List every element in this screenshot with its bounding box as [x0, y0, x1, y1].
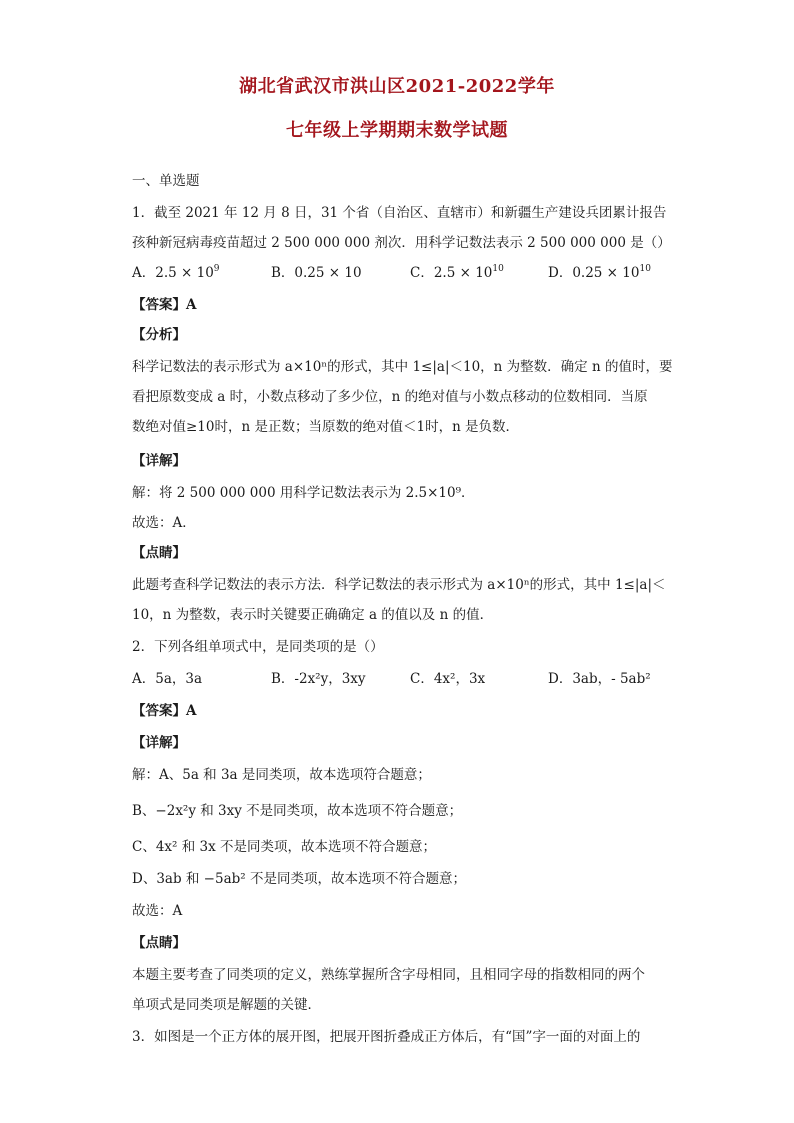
q2-detail-line4: D、3ab 和 −5ab² 不是同类项，故本选项不符合题意；: [132, 871, 466, 887]
q1-analysis-line2: 看把原数变成 a 时，小数点移动了多少位，n 的绝对值与小数点移动的位数相同．当原: [132, 389, 648, 405]
q2-option-b: B．-2x²y，3xy: [271, 671, 366, 687]
q1-comment-tag: 【点睛】: [132, 545, 186, 561]
q2-detail-line2: B、−2x²y 和 3xy 不是同类项，故本选项不符合题意；: [132, 803, 463, 819]
q1-answer: 【答案】A: [132, 297, 197, 313]
q1-detail-line1: 解：将 2 500 000 000 用科学记数法表示为 2.5×10⁹．: [132, 485, 475, 501]
q2-comment-tag: 【点睛】: [132, 935, 186, 951]
q2-detail-line5: 故选：A: [132, 903, 183, 919]
q1-option-d: D．$0.25 \times 10^{10}$: [548, 263, 651, 281]
section-heading: 一、单选题: [132, 173, 200, 189]
q2-detail-line3: C、4x² 和 3x 不是同类项，故本选项不符合题意；: [132, 839, 437, 855]
q2-option-d: D．3ab，- 5ab²: [548, 671, 651, 687]
q1-analysis-line1: 科学记数法的表示形式为 a×10ⁿ的形式，其中 1≤|a|＜10，n 为整数．确定 n 的值时，要: [132, 359, 673, 375]
q1-detail-tag: 【详解】: [132, 453, 186, 469]
q2-comment-line2: 单项式是同类项是解题的关键．: [132, 997, 321, 1013]
q1-option-a: A．$2.5 \times 10^9$: [132, 263, 220, 281]
q3-stem-line1: 3．如图是一个正方体的展开图，把展开图折叠成正方体后，有“国”字一面的对面上的: [132, 1029, 641, 1045]
q2-detail-tag: 【详解】: [132, 735, 186, 751]
q2-stem: 2．下列各组单项式中，是同类项的是（）: [132, 639, 384, 655]
q1-option-c: C．$2.5 \times 10^{10}$: [410, 263, 504, 281]
q1-detail-line2: 故选：A．: [132, 515, 196, 531]
q1-comment-line2: 10，n 为整数，表示时关键要正确确定 a 的值以及 n 的值．: [132, 607, 494, 623]
q1-option-b: B．0.25 × 10: [271, 265, 362, 281]
q2-answer: 【答案】A: [132, 703, 197, 719]
q2-option-a: A．5a，3a: [132, 671, 203, 687]
q1-comment-line1: 此题考查科学记数法的表示方法．科学记数法的表示形式为 a×10ⁿ的形式，其中 1≤|a|＜: [132, 577, 666, 593]
document-title-line1: 湖北省武汉市洪山区2021-2022学年: [239, 76, 555, 97]
q2-comment-line1: 本题主要考查了同类项的定义，熟练掌握所含字母相同，且相同字母的指数相同的两个: [132, 967, 645, 983]
q1-analysis-line3: 数绝对值≥10时，n 是正数；当原数的绝对值＜1时，n 是负数．: [132, 419, 520, 435]
document-title-line2: 七年级上学期期末数学试题: [286, 120, 508, 141]
q2-option-c: C．4x²，3x: [410, 671, 486, 687]
q1-analysis-tag: 【分析】: [132, 327, 186, 343]
q2-detail-line1: 解：A、5a 和 3a 是同类项，故本选项符合题意；: [132, 767, 431, 783]
q1-stem-line2: 孩种新冠病毒疫苗超过 2 500 000 000 剂次．用科学记数法表示 2 500 000 000 是（）: [132, 235, 671, 251]
q1-stem-line1: 1．截至 2021 年 12 月 8 日，31 个省（自治区、直辖市）和新疆生产建设兵团累计报告: [132, 205, 667, 221]
